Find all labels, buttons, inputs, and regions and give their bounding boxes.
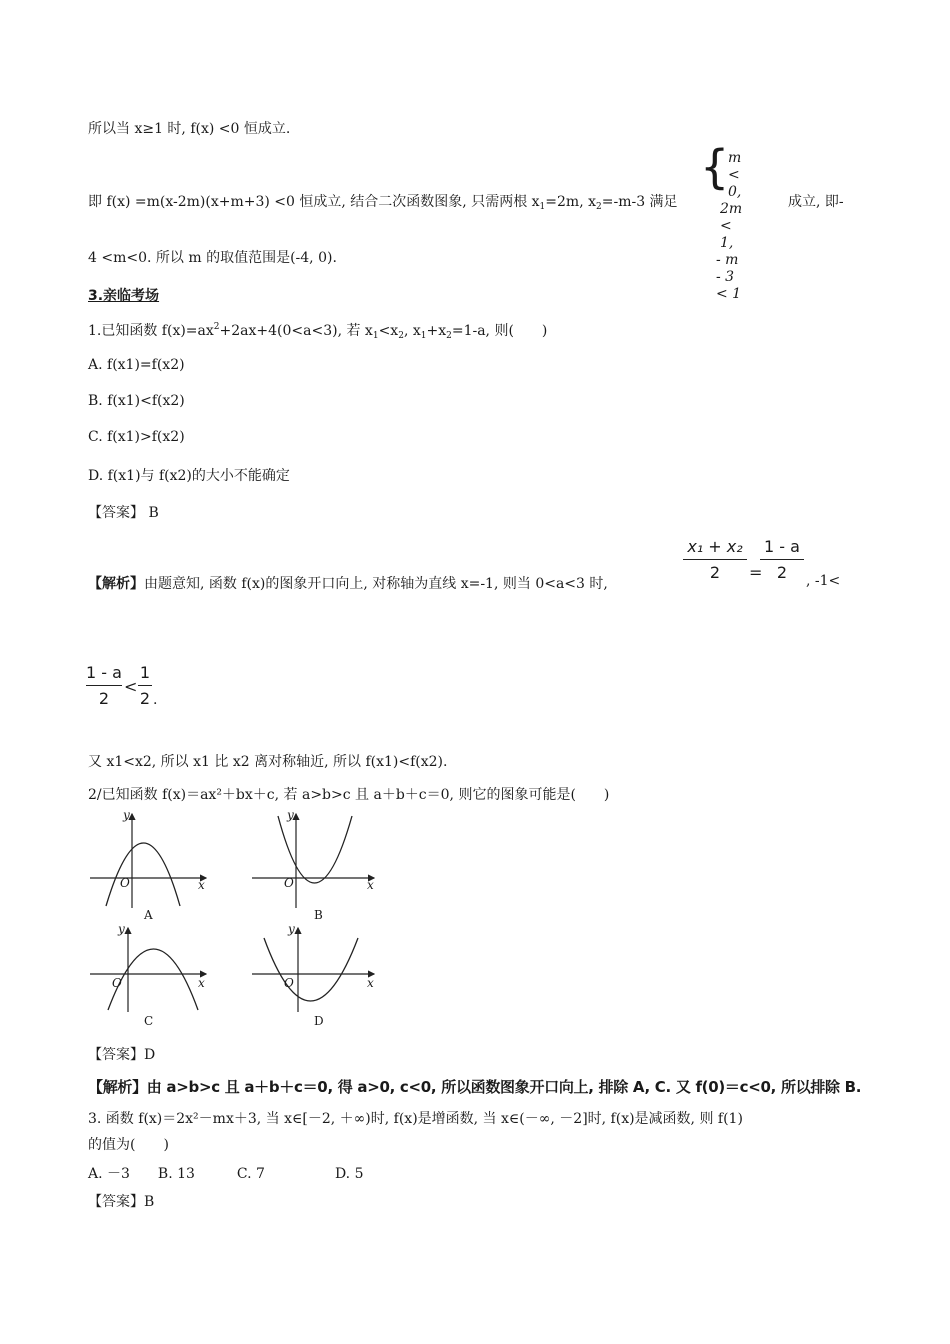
line2-pre: 即 f(x) =m(x-2m)(x+m+3) <0 恒成立, 结合二次函数图象, 只需两根 x — [88, 194, 540, 210]
less-than: < — [124, 677, 138, 696]
graph-d-y-label: y — [288, 922, 295, 936]
q1-stem-e: +x — [426, 323, 447, 339]
graph-b-x-label: x — [367, 878, 374, 892]
q3-stem-line-1: 3. 函数 f(x)＝2x²－mx＋3, 当 x∈[－2, ＋∞)时, f(x)是增函数, 当 x∈(－∞, －2]时, f(x)是减函数, 则 f(1) — [88, 1111, 743, 1127]
text-line-3: 4 <m<0. 所以 m 的取值范围是(-4, 0). — [88, 250, 337, 266]
line2-sub2: 2 — [596, 202, 602, 212]
q1-sub-1: 1 — [372, 331, 379, 341]
system-row-1: m < 0, — [728, 150, 742, 200]
fraction-1-a — [760, 537, 804, 582]
q1-option-d: D. f(x1)与 f(x2)的大小不能确定 — [88, 468, 290, 484]
q1-analysis-label: 【解析】 — [88, 576, 144, 592]
q1-stem-b: +2ax+4(0<a<3), 若 x — [219, 323, 373, 339]
line2-post: =-m-3 满足 — [601, 194, 678, 210]
graph-d-label: D — [314, 1014, 324, 1028]
line2-tail: 成立, 即- — [788, 194, 844, 210]
frac4-den: 2 — [139, 689, 151, 708]
line2-sub1: 1 — [539, 202, 546, 212]
graph-d-origin: O — [284, 976, 294, 990]
section-title: 3.亲临考场 — [88, 288, 160, 304]
q1-option-c: C. f(x1)>f(x2) — [88, 429, 185, 445]
q1-stem-c: <x — [378, 323, 399, 339]
fraction-half — [138, 663, 152, 708]
q1-stem-sup: 2 — [213, 322, 220, 332]
fraction-1-a-second — [86, 663, 122, 708]
q2-analysis: 【解析】由 a>b>c 且 a＋b＋c＝0, 得 a>0, c<0, 所以函数图象开口向上, 排除 A, C. 又 f(0)＝c<0, 所以排除 B. — [88, 1078, 862, 1096]
after-fraction: , -1< — [806, 573, 841, 589]
line2-mid: =2m, x — [545, 194, 596, 210]
graph-a — [88, 810, 212, 910]
system-row-3: - m - 3 < 1 — [716, 252, 742, 302]
text-line-1: 所以当 x≥1 时, f(x) <0 恒成立. — [88, 121, 291, 137]
q3-stem-line-2: 的值为( ) — [88, 1137, 169, 1153]
frac2-num: 1 - a — [764, 537, 800, 556]
q1-analysis-text: 由题意知, 函数 f(x)的图象开口向上, 对称轴为直线 x=-1, 则当 0<a<3 时, — [144, 576, 608, 592]
q3-options: A. －3 B. 13 C. 7 D. 5 — [88, 1166, 364, 1182]
graph-d-x-label: x — [367, 976, 374, 990]
q1-sub-3: 1 — [420, 331, 427, 341]
brace-icon: { — [700, 140, 730, 194]
graph-c-label: C — [144, 1014, 154, 1028]
q1-stem-f: =1-a, 则( ) — [451, 323, 548, 339]
q1-analysis — [88, 573, 608, 593]
text-line-2 — [88, 191, 678, 212]
q1-stem-a: 1.已知函数 f(x)=ax — [88, 323, 214, 339]
q1-stem-d: , x — [403, 323, 421, 339]
q3-answer: 【答案】B — [88, 1194, 155, 1210]
graph-b — [250, 810, 380, 910]
q1-sub-2: 2 — [398, 331, 404, 341]
fraction-period: . — [153, 692, 158, 708]
equals-sign: = — [749, 563, 763, 582]
q1-option-a: A. f(x1)=f(x2) — [88, 357, 185, 373]
graph-c-x-label: x — [198, 976, 205, 990]
q1-conclusion: 又 x1<x2, 所以 x1 比 x2 离对称轴近, 所以 f(x1)<f(x2). — [88, 754, 448, 770]
graph-b-y-label: y — [287, 808, 294, 822]
frac4-num: 1 — [139, 663, 151, 682]
q1-answer: 【答案】 B — [88, 505, 159, 521]
graph-c-origin: O — [112, 976, 122, 990]
frac3-num: 1 - a — [86, 663, 122, 682]
frac1-num: x₁ + x₂ — [687, 537, 743, 556]
graph-c — [88, 924, 212, 1014]
q2-stem: 2/已知函数 f(x)＝ax²＋bx＋c, 若 a>b>c 且 a＋b＋c＝0, 则它的图象可能是( ) — [88, 787, 610, 803]
fraction-x1-x2 — [683, 537, 747, 582]
graph-a-origin: O — [120, 876, 130, 890]
q1-stem — [88, 320, 547, 341]
frac2-den: 2 — [776, 563, 788, 582]
q2-answer: 【答案】D — [88, 1047, 156, 1063]
graph-d — [250, 924, 380, 1014]
graph-c-y-label: y — [118, 922, 125, 936]
q1-option-b: B. f(x1)<f(x2) — [88, 393, 185, 409]
graph-a-label: A — [144, 908, 153, 922]
graph-a-x-label: x — [198, 878, 205, 892]
frac1-den: 2 — [709, 563, 721, 582]
frac3-den: 2 — [98, 689, 110, 708]
graph-a-y-label: y — [123, 808, 130, 822]
q1-sub-4: 2 — [446, 331, 452, 341]
system-row-2: 2m < 1, — [720, 201, 743, 251]
graph-b-label: B — [314, 908, 323, 922]
graph-b-origin: O — [284, 876, 294, 890]
